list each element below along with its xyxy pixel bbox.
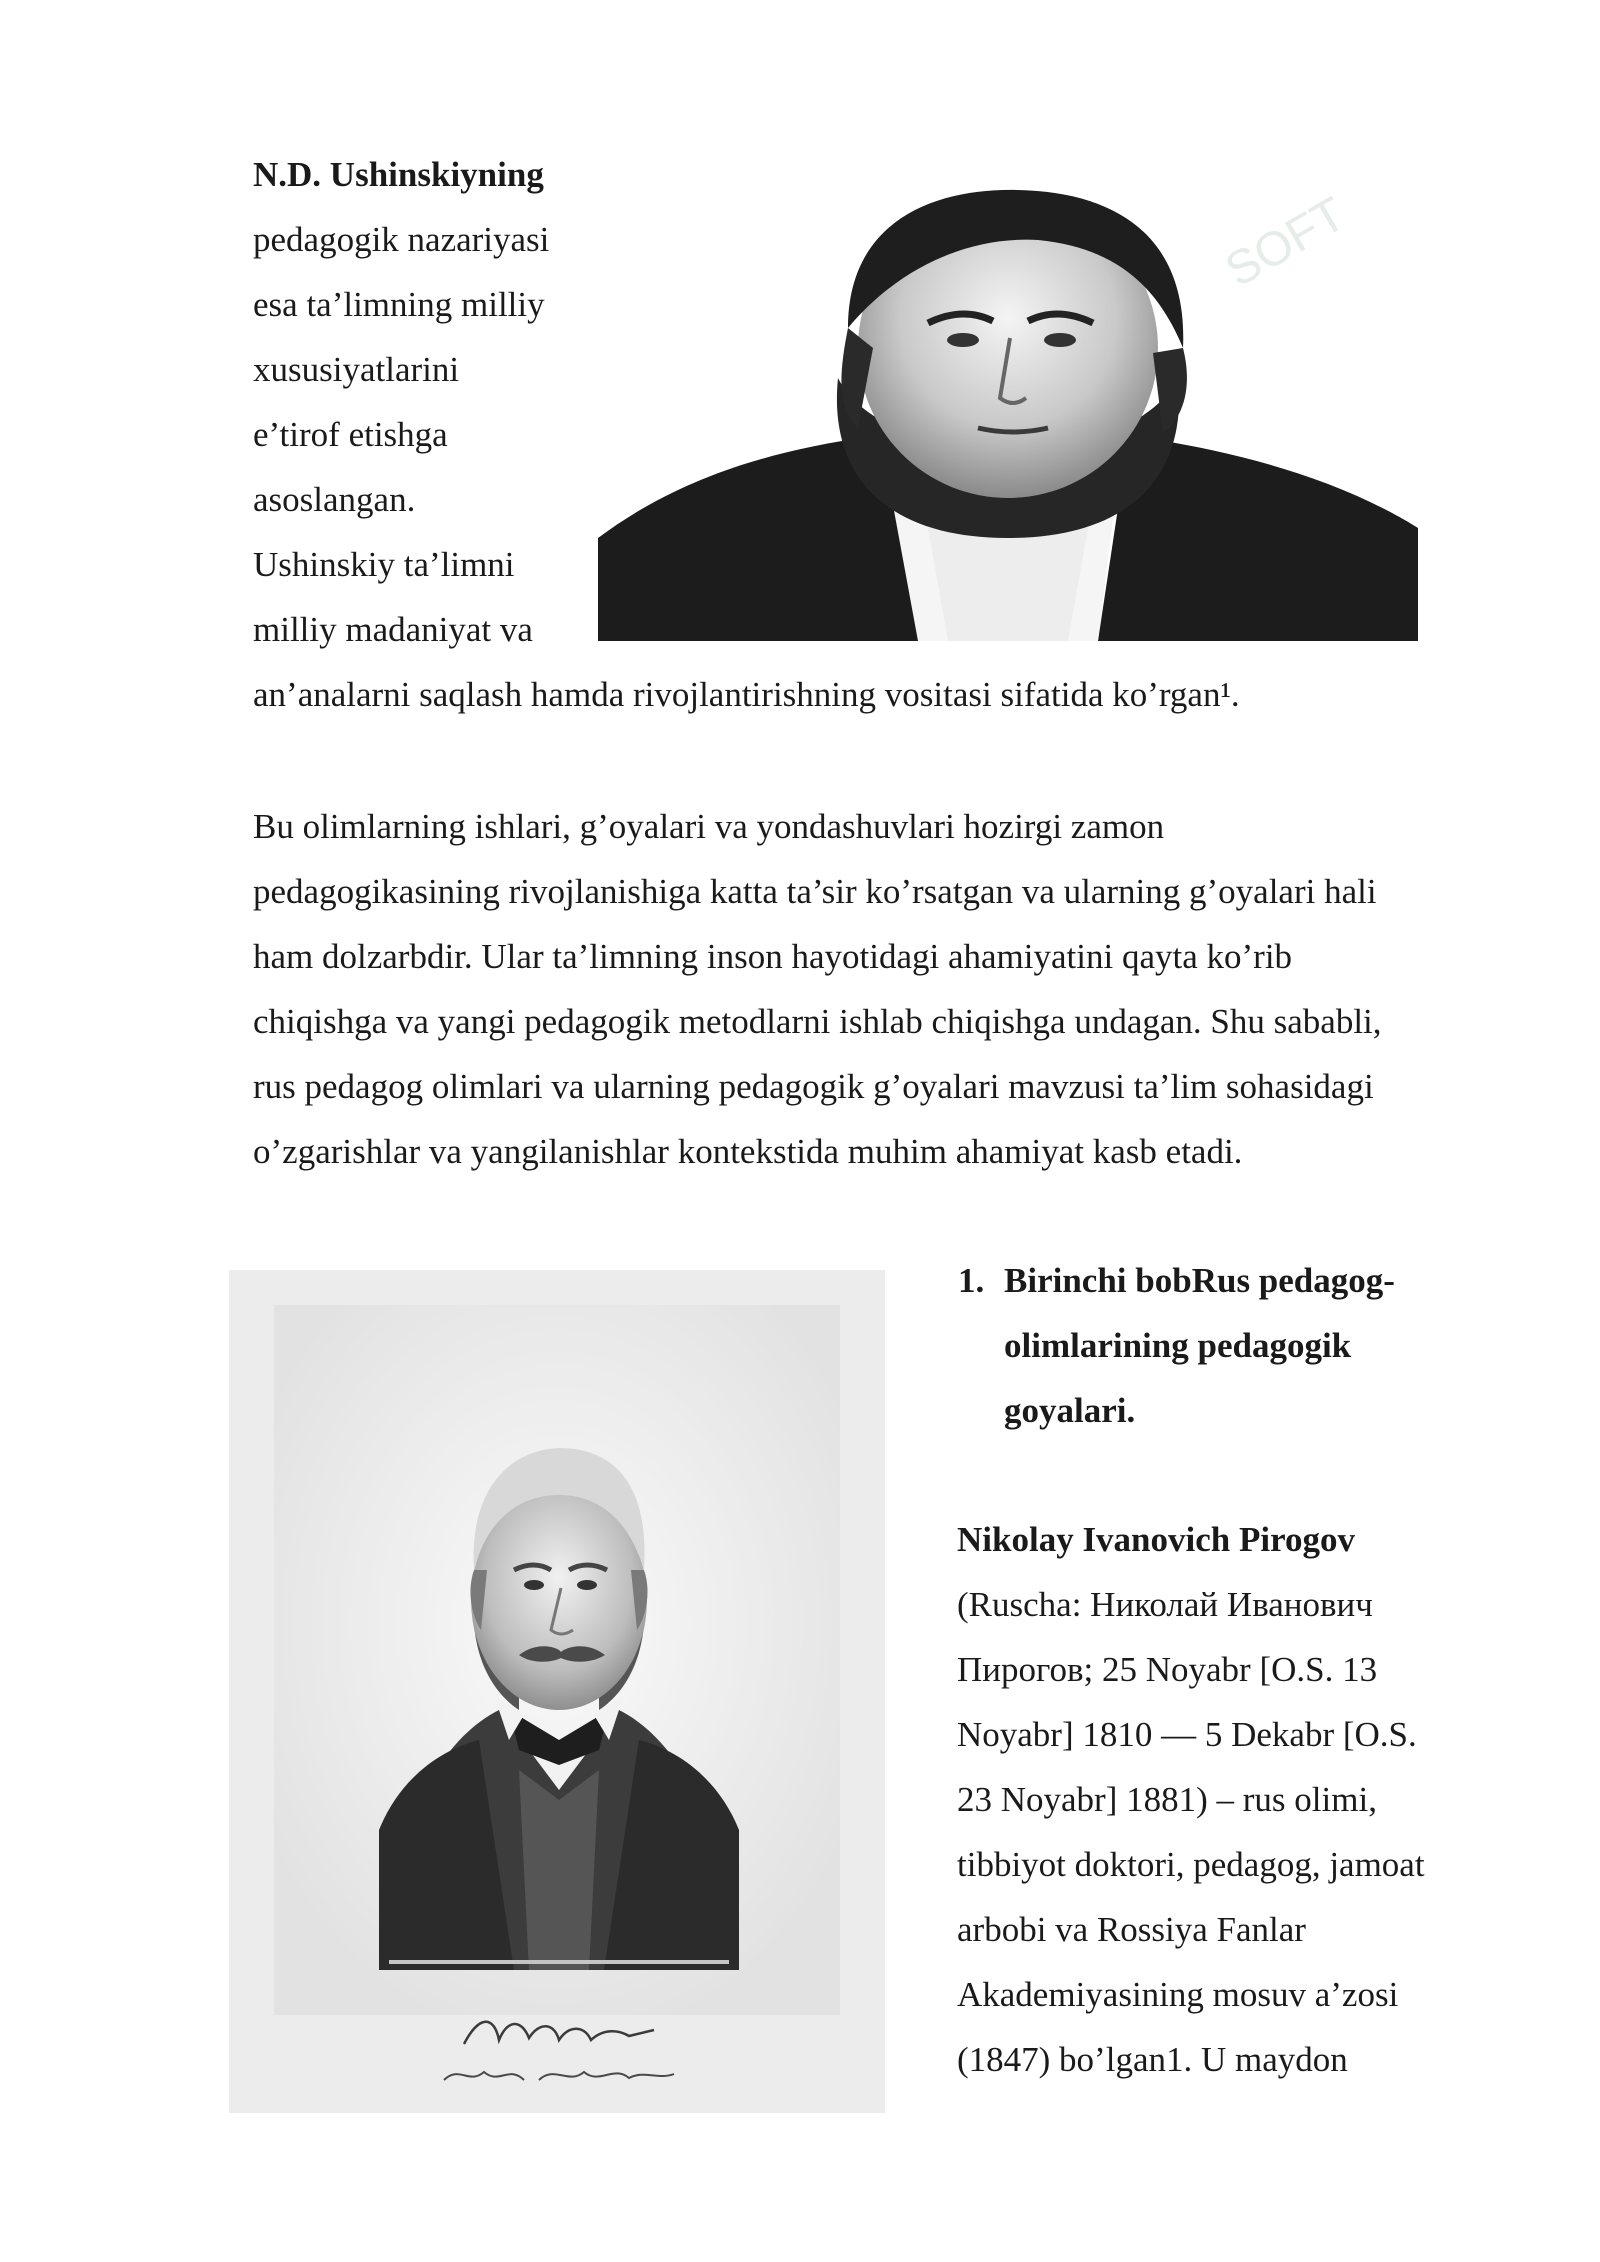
signature-graphic bbox=[459, 2010, 659, 2063]
paragraph-line: rus pedagog olimlari va ularning pedagogik g’oyalari mavzusi ta’lim sohasidagi bbox=[253, 1067, 1374, 1106]
chapter-number: 1. bbox=[958, 1261, 985, 1300]
pirogov-line: arbobi va Rossiya Fanlar bbox=[957, 1910, 1306, 1949]
intro-line: pedagogik nazariyasi bbox=[253, 220, 550, 259]
paragraph-line: pedagogikasining rivojlanishiga katta ta’sir ko’rsatgan va ularning g’oyalari hali bbox=[253, 872, 1377, 911]
intro-line: milliy madaniyat va bbox=[253, 610, 533, 649]
pirogov-line: 23 Noyabr] 1881) – rus olimi, bbox=[957, 1780, 1377, 1819]
chapter-title-line: goyalari. bbox=[1004, 1391, 1136, 1430]
pirogov-line: tibbiyot doktori, pedagog, jamoat bbox=[957, 1845, 1425, 1884]
intro-line: asoslangan. bbox=[253, 480, 416, 519]
pirogov-line: (Ruscha: Николай Иванович bbox=[957, 1585, 1373, 1624]
pirogov-line: (1847) bo’lgan1. U maydon bbox=[957, 2040, 1348, 2079]
chapter-title-line: Birinchi bobRus pedagog- bbox=[1004, 1261, 1395, 1300]
intro-line: an’analarni saqlash hamda rivojlantirishning vositasi sifatida ko’rgan¹. bbox=[253, 675, 1240, 714]
intro-line: xususiyatlarini bbox=[253, 350, 460, 389]
svg-text:SOFT: SOFT bbox=[1217, 187, 1355, 298]
paragraph-line: ham dolzarbdir. Ular ta’limning inson hayotidagi ahamiyatini qayta ko’rib bbox=[253, 937, 1293, 976]
ushinskiy-portrait-image bbox=[598, 178, 1418, 641]
pirogov-name: Nikolay Ivanovich Pirogov bbox=[957, 1520, 1356, 1559]
pirogov-line: Пирогов; 25 Noyabr [O.S. 13 bbox=[957, 1650, 1378, 1689]
signature-name-graphic bbox=[439, 2060, 679, 2096]
paragraph-line: Bu olimlarning ishlari, g’oyalari va yondashuvlari hozirgi zamon bbox=[253, 807, 1165, 846]
pirogov-line: Akademiyasining mosuv a’zosi bbox=[957, 1975, 1399, 2014]
intro-line: Ushinskiy ta’limni bbox=[253, 545, 515, 584]
pirogov-line: Noyabr] 1810 — 5 Dekabr [O.S. bbox=[957, 1715, 1417, 1754]
paragraph-line: o’zgarishlar va yangilanishlar kontekstida muhim ahamiyat kasb etadi. bbox=[253, 1132, 1243, 1171]
intro-heading: N.D. Ushinskiyning bbox=[253, 155, 544, 194]
pirogov-portrait-image bbox=[229, 1270, 885, 2113]
intro-line: esa ta’limning milliy bbox=[253, 285, 545, 324]
paragraph-line: chiqishga va yangi pedagogik metodlarni ishlab chiqishga undagan. Shu sababli, bbox=[253, 1002, 1382, 1041]
chapter-title-line: olimlarining pedagogik bbox=[1004, 1326, 1352, 1365]
intro-line: e’tirof etishga bbox=[253, 415, 448, 454]
